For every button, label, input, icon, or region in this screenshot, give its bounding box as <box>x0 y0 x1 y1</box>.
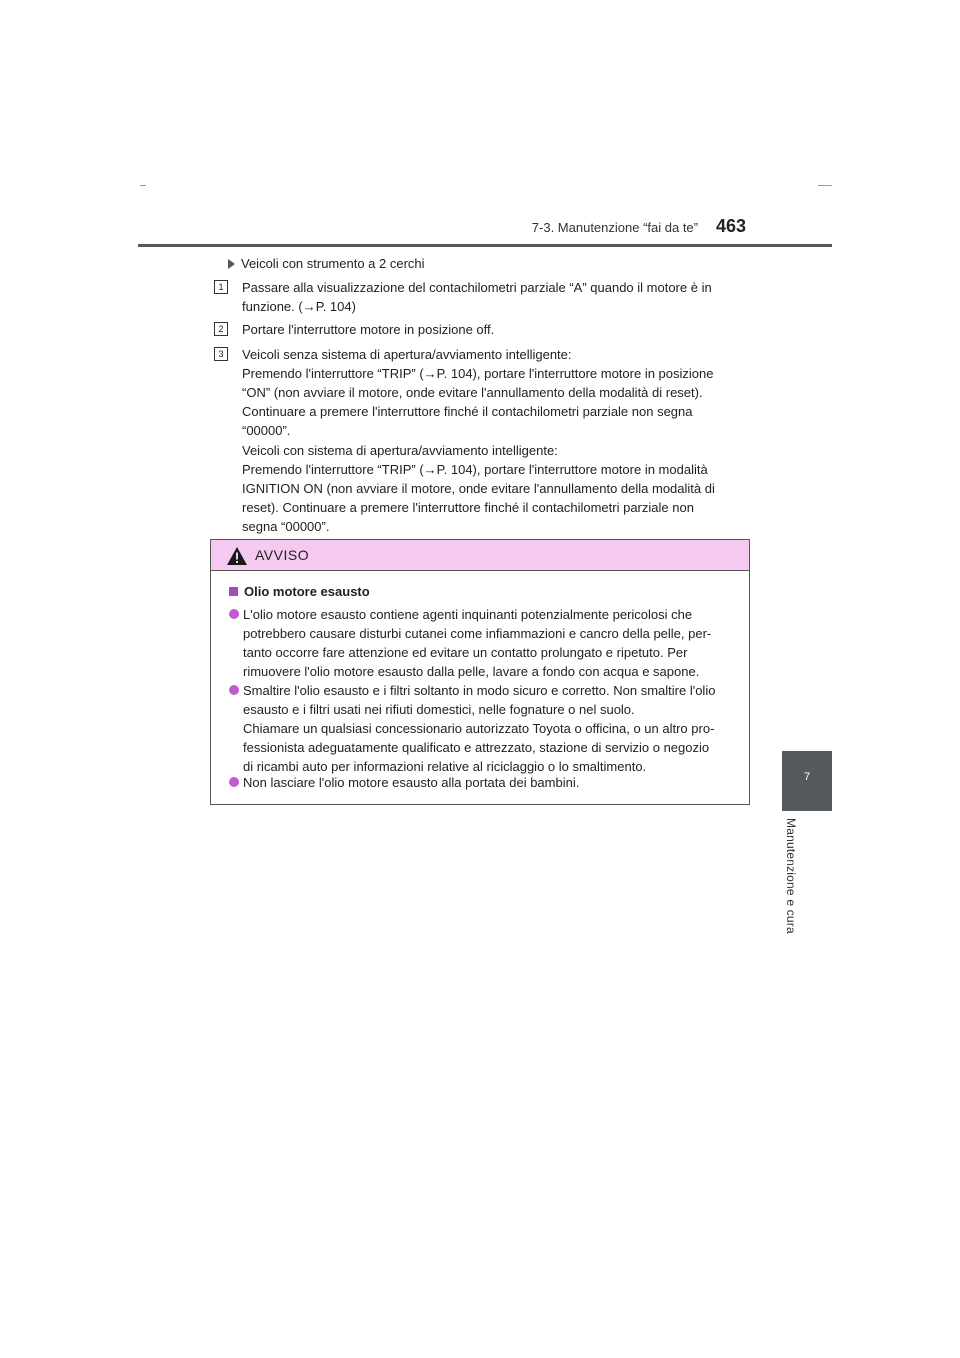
warning-box <box>210 539 750 805</box>
circle-bullet-icon <box>229 685 239 695</box>
step-2-text <box>242 320 746 339</box>
chapter-tab <box>782 751 832 811</box>
text-line: Non lasciare l'olio motore esausto alla portata dei bambini. <box>243 775 580 790</box>
text-line: reset). Continuare a premere l'interruttore finché il contachilometri parziale non <box>242 500 694 515</box>
text-line: funzione. (→P. 104) <box>242 299 356 314</box>
step-3-text <box>242 345 746 440</box>
text-line: Premendo l'interruttore “TRIP” (→P. 104), portare l'interruttore motore in modalità <box>242 462 708 477</box>
variant-label-text: Veicoli con strumento a 2 cerchi <box>241 256 425 271</box>
warning-bullet-text <box>243 681 743 776</box>
square-bullet-icon <box>229 587 238 596</box>
warning-triangle-icon <box>226 546 248 566</box>
text-line: esausto e i filtri usati nei rifiuti domestici, nelle fognature o nel suolo. <box>243 702 635 717</box>
text-line: “00000”. <box>242 423 291 438</box>
warning-section-title <box>229 584 370 599</box>
text-line: Premendo l'interruttore “TRIP” (→P. 104), portare l'interruttore motore in posizione <box>242 366 714 381</box>
text-line: IGNITION ON (non avviare il motore, onde evitare l'annullamento della modalità di <box>242 481 715 496</box>
text-line: Portare l'interruttore motore in posizione off. <box>242 322 495 337</box>
text-line: “ON” (non avviare il motore, onde evitare l'annullamento della modalità di reset). <box>242 385 703 400</box>
warning-bullet-text <box>243 773 743 792</box>
triangle-right-icon <box>228 259 235 269</box>
text-line: tanto occorre fare attenzione ed evitare un contatto prolungato e ripetuto. Per <box>243 645 688 660</box>
warning-section-text: Olio motore esausto <box>244 584 370 599</box>
chapter-number: 7 <box>803 771 811 783</box>
chapter-label: Manutenzione e cura <box>784 818 798 934</box>
step-number-3: 3 <box>214 347 228 361</box>
warning-bullet-text <box>243 605 743 681</box>
text-line: fessionista adeguatamente qualificato e attrezzato, stazione di servizio o negozio <box>243 740 710 755</box>
text-line: di ricambi auto per informazioni relative al riciclaggio o lo smaltimento. <box>243 759 647 774</box>
crop-mark-left <box>140 185 146 186</box>
text-line: Veicoli senza sistema di apertura/avviamento intelligente: <box>242 347 572 362</box>
text-line: Veicoli con sistema di apertura/avviamento intelligente: <box>242 443 558 458</box>
step-number-2: 2 <box>214 322 228 336</box>
text-line: Chiamare un qualsiasi concessionario autorizzato Toyota o officina, o un altro pro- <box>243 721 715 736</box>
text-line: rimuovere l'olio motore esausto dalla pelle, lavare a fondo con acqua e sapone. <box>243 664 700 679</box>
text-line: Continuare a premere l'interruttore finché il contachilometri parziale non segna <box>242 404 693 419</box>
text-line: potrebbero causare disturbi cutanei come infiammazioni e cancro della pelle, per- <box>243 626 712 641</box>
page-number: 463 <box>716 216 747 236</box>
warning-title: AVVISO <box>255 547 310 563</box>
text-line: Passare alla visualizzazione del contachilometri parziale “A” quando il motore è in <box>242 280 712 295</box>
header-rule <box>138 244 832 247</box>
text-line: segna “00000”. <box>242 519 330 534</box>
text-line: L'olio motore esausto contiene agenti inquinanti potenzialmente pericolosi che <box>243 607 693 622</box>
circle-bullet-icon <box>229 609 239 619</box>
crop-mark-right <box>818 185 832 186</box>
step-3-extra-text <box>242 441 746 536</box>
step-1-text <box>242 278 746 316</box>
variant-label <box>228 256 425 271</box>
step-number-1: 1 <box>214 280 228 294</box>
section-title: 7-3. Manutenzione “fai da te” <box>531 220 698 235</box>
warning-header <box>211 540 749 571</box>
text-line: Smaltire l'olio esausto e i filtri soltanto in modo sicuro e corretto. Non smaltire l'olio <box>243 683 716 698</box>
circle-bullet-icon <box>229 777 239 787</box>
